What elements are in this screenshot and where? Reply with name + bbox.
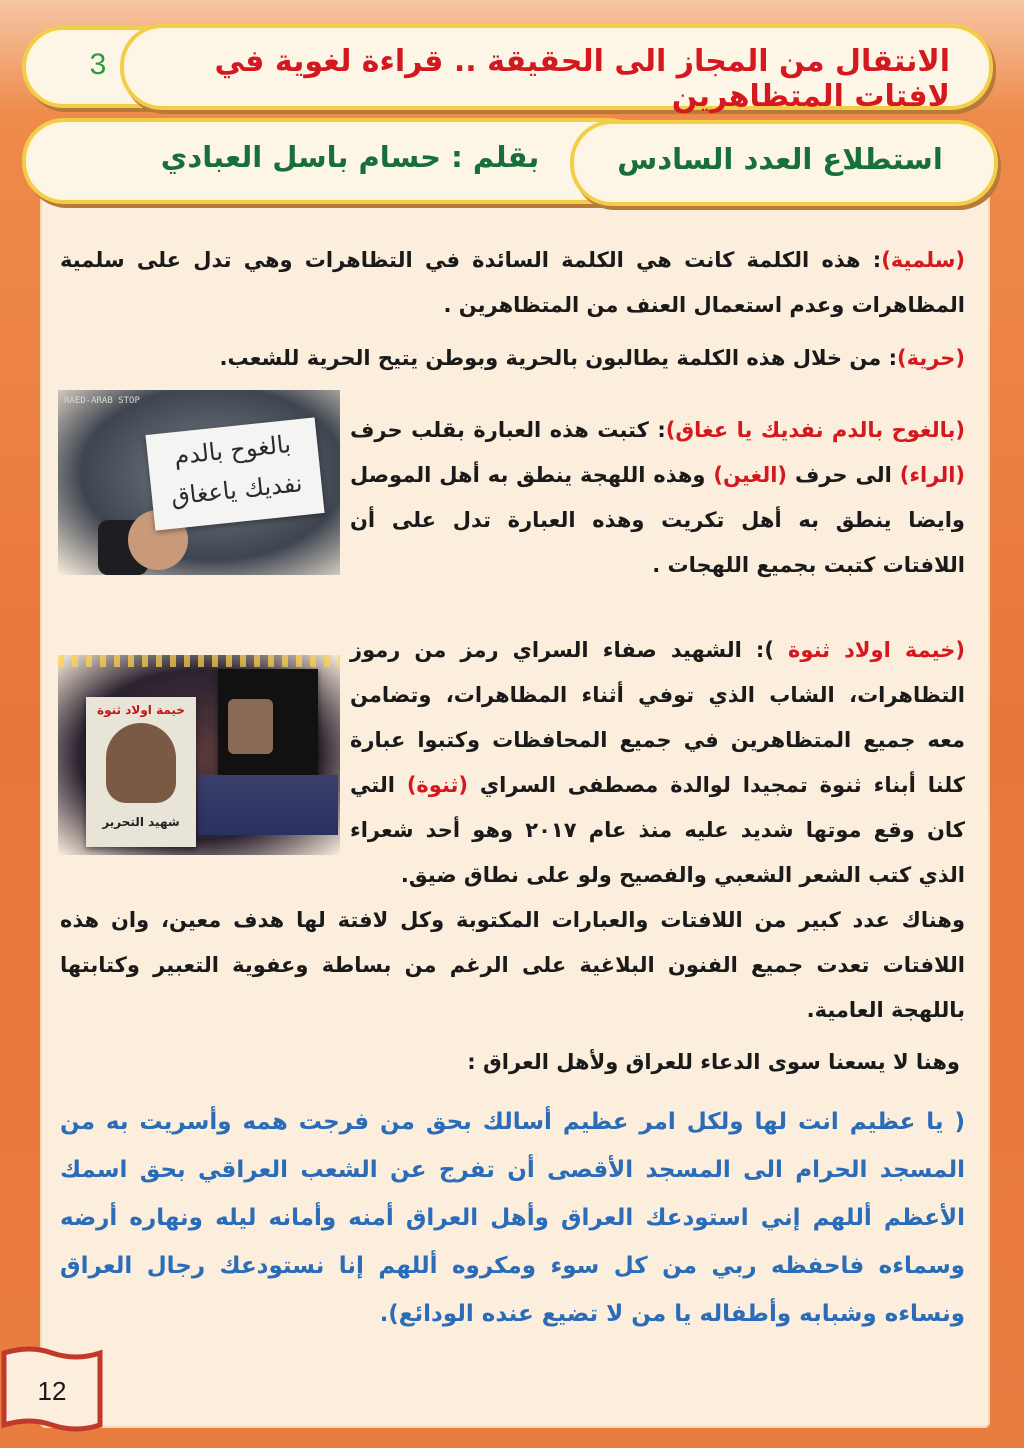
- banner-top-text: خيمة اولاد ثنوة: [97, 703, 185, 717]
- paragraph-tent: [350, 628, 965, 898]
- paragraph-silmiya: [60, 238, 965, 328]
- sign-line-1: بالغوح بالدم: [172, 430, 293, 471]
- sign-line-2: نفديك ياعغاق: [169, 469, 304, 511]
- paragraph-dialect: [350, 408, 965, 588]
- section-number: 3: [89, 48, 107, 81]
- term-dialect: (بالغوح بالدم نفديك يا عغاق): [665, 418, 965, 442]
- paragraph-summary: وهناك عدد كبير من اللافتات والعبارات المكتوبة وكل لافتة لها هدف معين، وان هذه اللافتات تعدت جميع الفنون البلاغية على الرغم من بساطة وعفوية التعبير وكتابتها باللهجة العامية.: [60, 908, 965, 1022]
- photo-poster: [218, 669, 318, 779]
- prayer-text: ( يا عظيم انت لها ولكل امر عظيم أسالك بحق من فرجت همه وأسريت به من المسجد الحرام الى المسجد الأقصى أن تفرج عن الشعب العراقي بحق اسمك الأعظم أللهم إني استودعك العراق وأهل العراق أمنه وأمانه ليله ونهاره أرضه وسماءه فاحفظه ربي من كل سوء ومكروه أللهم إنا نستودعك رجال العراق ونساءه وشبابه وأطفاله يا من لا تضيع عنده الودائع).: [60, 1109, 965, 1327]
- term-ghain: (الغين): [713, 463, 788, 487]
- paragraph-prayer-intro: وهنا لا يسعنا سوى الدعاء للعراق ولأهل العراق :: [467, 1050, 960, 1074]
- tent-photo: [58, 655, 340, 855]
- article-title: الانتقال من المجاز الى الحقيقة .. قراءة لغوية في لافتات المتظاهرين: [214, 44, 950, 114]
- term-hurriya: (حرية): [896, 346, 965, 370]
- photo-banner: [86, 697, 196, 847]
- term-tent: (خيمة اولاد ثنوة: [788, 638, 965, 662]
- protest-sign-photo: [58, 390, 340, 575]
- photo-crowd: [198, 775, 338, 835]
- text-dialect-a: : كتبت هذه العبارة بقلب حرف: [350, 418, 666, 442]
- banner-bottom-text: شهيد التحرير: [102, 815, 180, 829]
- text-dialect-c: وهذه اللهجة ينطق به أهل الموصل وايضا ينطق به أهل تكريت وهذه العبارة تدل على أن اللافتات كتبت بجميع اللهجات .: [350, 463, 965, 577]
- text-dialect-b: الى حرف: [787, 463, 900, 487]
- photo-lights: [58, 655, 340, 667]
- photo-watermark: RAED-ARAB STOP: [64, 396, 140, 406]
- text-silmiya: : هذه الكلمة كانت هي الكلمة السائدة في التظاهرات وهي تدل على سلمية المظاهرات وعدم استعمال العنف من المتظاهرين .: [60, 248, 965, 317]
- page-number: 12: [37, 1376, 67, 1406]
- term-raa: (الراء): [899, 463, 965, 487]
- text-hurriya: : من خلال هذه الكلمة يطالبون بالحرية وبوطن يتيح الحرية للشعب.: [219, 346, 897, 370]
- text-tent-b: التي كان وقع موتها شديد عليه منذ عام ٢٠١٧ وهو أحد شعراء الذي كتب الشعر الشعبي والفصيح ولو على نطاق ضيق.: [350, 773, 966, 887]
- banner-portrait: [106, 723, 176, 803]
- paragraph-hurriya: [60, 336, 965, 381]
- term-silmiya: (سلمية): [881, 248, 965, 272]
- term-thanwa: (ثنوة): [406, 773, 469, 797]
- poster-portrait: [228, 699, 273, 754]
- issue-label: استطلاع العدد السادس: [617, 142, 943, 176]
- photo-sign: [145, 417, 324, 530]
- author-byline: بقلم : حسام باسل العبادي: [160, 140, 540, 174]
- text-tent-a: ): الشهيد صفاء السراي رمز من رموز التظاهرات، الشاب الذي توفي أثناء المظاهرات، وتضامن معه جميع المتظاهرين في جميع المحافظات وكتبوا عبارة كلنا أبناء ثنوة تمجيدا لوالدة مصطفى السراي: [350, 638, 965, 797]
